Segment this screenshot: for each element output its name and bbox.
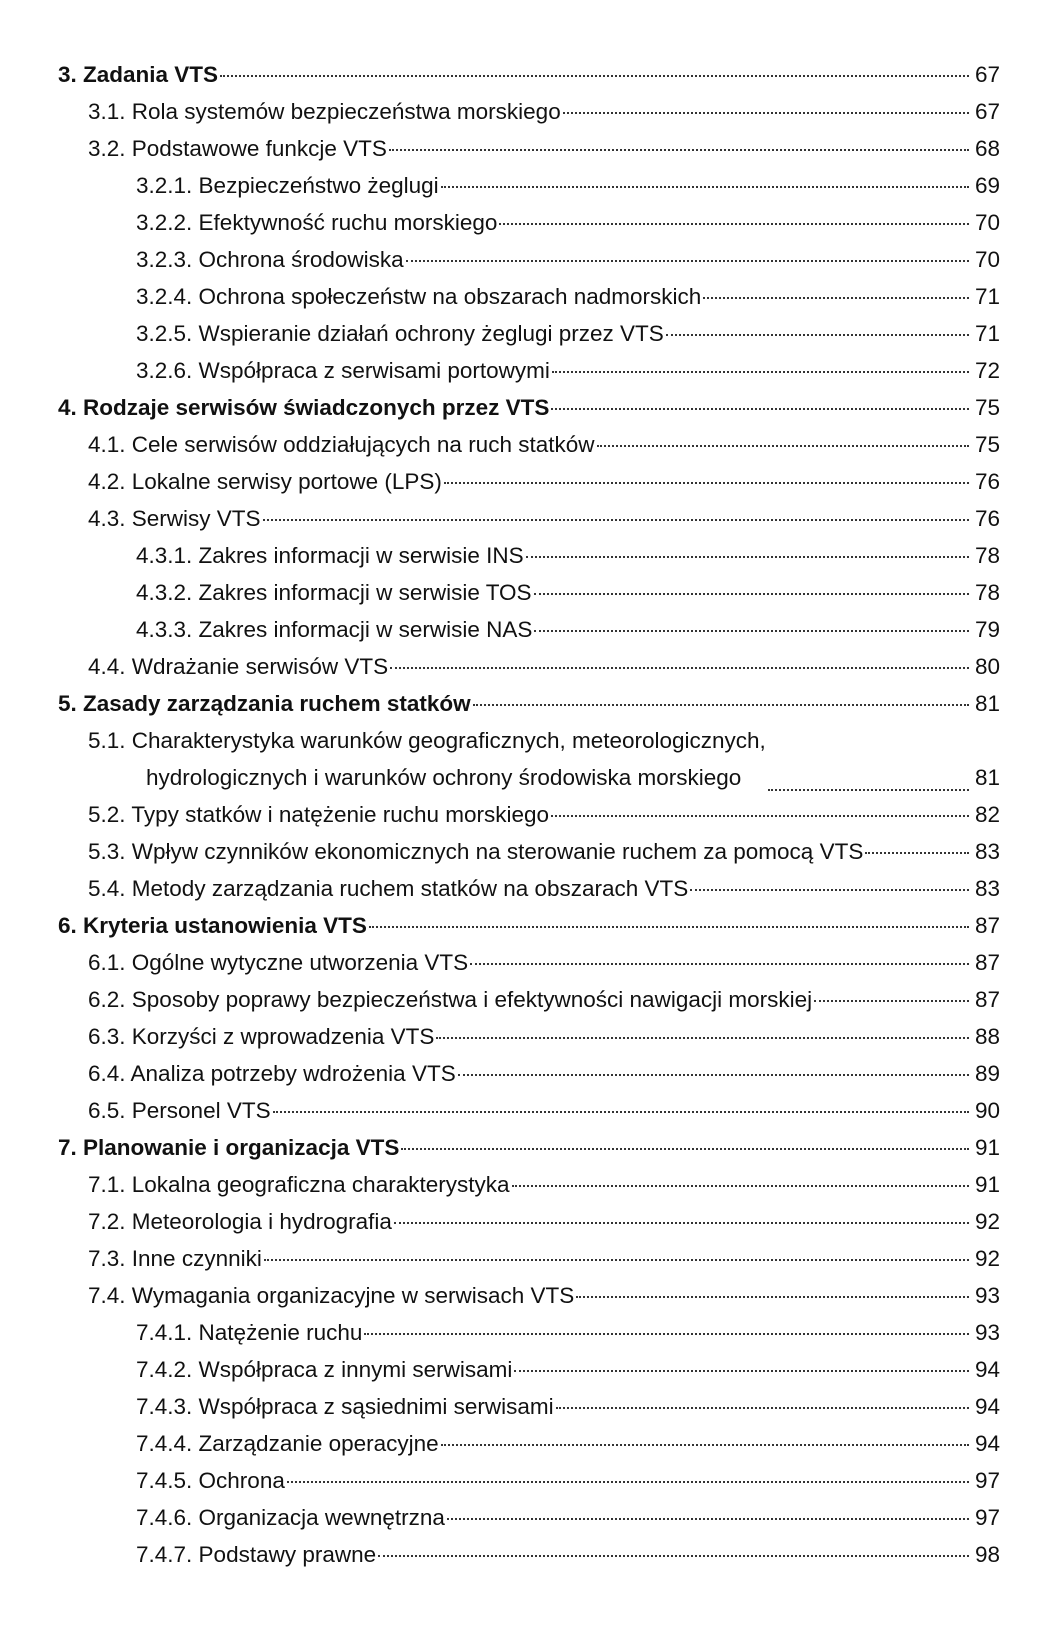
toc-entry-title: 7. Planowanie i organizacja VTS — [58, 1135, 400, 1160]
toc-page-number: 81 — [974, 765, 1000, 790]
toc-entry — [58, 944, 1000, 981]
toc-entry — [58, 685, 1000, 722]
toc-page-number: 68 — [974, 136, 1000, 161]
toc-entry-title: 7.1. Lokalna geograficzna charakterystyka — [88, 1172, 510, 1197]
toc-entry — [58, 907, 1000, 944]
toc-page-number: 81 — [974, 691, 1000, 716]
toc-page-number: 76 — [974, 506, 1000, 531]
toc-entry — [58, 648, 1000, 685]
toc-entry — [58, 1092, 1000, 1129]
toc-entry — [58, 1351, 1000, 1388]
toc-entry — [58, 1388, 1000, 1425]
toc-dot-leader — [526, 556, 969, 558]
toc-page-number: 72 — [974, 358, 1000, 383]
toc-dot-leader — [401, 1148, 969, 1150]
toc-entry-title-line-1: 5.1. Charakterystyka warunków geograficznych, meteorologicznych, — [88, 728, 766, 753]
toc-entry-title: 3.1. Rola systemów bezpieczeństwa morskiego — [88, 99, 561, 124]
toc-entry — [58, 1166, 1000, 1203]
toc-dot-leader — [690, 889, 969, 891]
toc-entry — [58, 1129, 1000, 1166]
toc-entry-title-line-2: hydrologicznych i warunków ochrony środowiska morskiego — [146, 765, 742, 790]
toc-page-number: 70 — [974, 210, 1000, 235]
toc-page-number: 83 — [974, 839, 1000, 864]
toc-dot-leader — [447, 1518, 969, 1520]
toc-dot-leader — [534, 630, 969, 632]
table-of-contents — [58, 56, 1000, 1573]
toc-dot-leader — [514, 1370, 969, 1372]
toc-page-number: 69 — [974, 173, 1000, 198]
toc-page-number: 76 — [974, 469, 1000, 494]
toc-page-number: 94 — [974, 1357, 1000, 1382]
toc-entry-title: 4.2. Lokalne serwisy portowe (LPS) — [88, 469, 442, 494]
toc-entry — [58, 241, 1000, 278]
toc-entry — [58, 389, 1000, 426]
toc-dot-leader — [552, 371, 969, 373]
toc-dot-leader — [394, 1222, 969, 1224]
toc-entry-title: 4.3. Serwisy VTS — [88, 506, 261, 531]
toc-entry — [58, 1499, 1000, 1536]
toc-page-number: 70 — [974, 247, 1000, 272]
toc-page-number: 78 — [974, 580, 1000, 605]
toc-page-number: 79 — [974, 617, 1000, 642]
toc-entry-title: 3.2.2. Efektywność ruchu morskiego — [136, 210, 498, 235]
toc-entry — [58, 1536, 1000, 1573]
toc-page-number: 87 — [974, 987, 1000, 1012]
toc-dot-leader — [551, 815, 969, 817]
toc-dot-leader — [390, 667, 969, 669]
toc-entry — [58, 500, 1000, 537]
toc-page-number: 75 — [974, 395, 1000, 420]
toc-page-number: 87 — [974, 950, 1000, 975]
toc-dot-leader — [458, 1074, 969, 1076]
toc-entry-title: 6.5. Personel VTS — [88, 1098, 271, 1123]
toc-dot-leader — [369, 926, 969, 928]
toc-entry — [58, 278, 1000, 315]
toc-entry — [58, 1018, 1000, 1055]
toc-entry-title: 4.3.1. Zakres informacji w serwisie INS — [136, 543, 524, 568]
toc-dot-leader — [364, 1333, 969, 1335]
toc-dot-leader — [499, 223, 969, 225]
toc-entry-title: 7.3. Inne czynniki — [88, 1246, 262, 1271]
toc-dot-leader — [551, 408, 969, 410]
toc-entry — [58, 537, 1000, 574]
toc-entry-title: 3. Zadania VTS — [58, 62, 219, 87]
toc-entry-title: 4. Rodzaje serwisów świadczonych przez VTS — [58, 395, 550, 420]
toc-dot-leader — [378, 1555, 969, 1557]
toc-page-number: 97 — [974, 1468, 1000, 1493]
toc-page-number: 91 — [974, 1172, 1000, 1197]
toc-entry — [58, 204, 1000, 241]
toc-page-number: 93 — [974, 1320, 1000, 1345]
toc-entry — [58, 611, 1000, 648]
toc-entry — [58, 1425, 1000, 1462]
toc-dot-leader — [406, 260, 969, 262]
toc-entry-title: 4.3.3. Zakres informacji w serwisie NAS — [136, 617, 533, 642]
toc-page-number: 90 — [974, 1098, 1000, 1123]
toc-entry-title: 7.4.2. Współpraca z innymi serwisami — [136, 1357, 513, 1382]
toc-page-number: 91 — [974, 1135, 1000, 1160]
toc-entry-title: 4.1. Cele serwisów oddziałujących na ruch statków — [88, 432, 595, 457]
toc-page-number: 98 — [974, 1542, 1000, 1567]
toc-entry — [58, 130, 1000, 167]
toc-entry-title: 3.2.5. Wspieranie działań ochrony żeglugi przez VTS — [136, 321, 664, 346]
toc-entry-title: 3.2.4. Ochrona społeczeństw na obszarach nadmorskich — [136, 284, 702, 309]
toc-entry — [58, 426, 1000, 463]
toc-page-number: 97 — [974, 1505, 1000, 1530]
toc-dot-leader — [444, 482, 969, 484]
toc-dot-leader — [534, 593, 969, 595]
toc-entry — [58, 463, 1000, 500]
toc-dot-leader — [473, 704, 969, 706]
toc-entry — [58, 1462, 1000, 1499]
toc-entry — [58, 1277, 1000, 1314]
toc-entry-title: 3.2.6. Współpraca z serwisami portowymi — [136, 358, 550, 383]
toc-dot-leader — [273, 1111, 969, 1113]
toc-dot-leader — [287, 1481, 969, 1483]
toc-entry-title: 6.3. Korzyści z wprowadzenia VTS — [88, 1024, 435, 1049]
toc-entry-title: 4.4. Wdrażanie serwisów VTS — [88, 654, 389, 679]
toc-entry-title: 5.4. Metody zarządzania ruchem statków na obszarach VTS — [88, 876, 689, 901]
toc-page-number: 92 — [974, 1246, 1000, 1271]
toc-entry-title: 7.4.5. Ochrona — [136, 1468, 285, 1493]
toc-page-number: 87 — [974, 913, 1000, 938]
toc-page-number: 71 — [974, 321, 1000, 346]
toc-page-number: 67 — [974, 99, 1000, 124]
toc-page-number: 78 — [974, 543, 1000, 568]
toc-page-number: 67 — [974, 62, 1000, 87]
toc-dot-leader — [666, 334, 969, 336]
toc-page-number: 88 — [974, 1024, 1000, 1049]
toc-entry — [58, 1240, 1000, 1277]
toc-page-number: 94 — [974, 1431, 1000, 1456]
toc-entry-title — [88, 722, 766, 796]
toc-entry-title: 5.3. Wpływ czynników ekonomicznych na sterowanie ruchem za pomocą VTS — [88, 839, 864, 864]
toc-dot-leader — [263, 519, 969, 521]
toc-entry-title: 7.4.3. Współpraca z sąsiednimi serwisami — [136, 1394, 554, 1419]
toc-dot-leader — [220, 75, 969, 77]
toc-dot-leader — [436, 1037, 969, 1039]
toc-entry-title: 6.2. Sposoby poprawy bezpieczeństwa i efektywności nawigacji morskiej — [88, 987, 813, 1012]
toc-entry-title: 3.2.1. Bezpieczeństwo żeglugi — [136, 173, 439, 198]
toc-entry — [58, 574, 1000, 611]
toc-entry — [58, 981, 1000, 1018]
toc-dot-leader — [512, 1185, 970, 1187]
toc-dot-leader — [597, 445, 970, 447]
toc-entry — [58, 93, 1000, 130]
toc-entry-title: 6.4. Analiza potrzeby wdrożenia VTS — [88, 1061, 456, 1086]
toc-entry — [58, 833, 1000, 870]
toc-entry-title: 6.1. Ogólne wytyczne utworzenia VTS — [88, 950, 469, 975]
toc-entry — [58, 796, 1000, 833]
toc-page-number: 71 — [974, 284, 1000, 309]
toc-entry — [58, 167, 1000, 204]
toc-dot-leader — [264, 1259, 969, 1261]
toc-dot-leader — [576, 1296, 969, 1298]
toc-entry-title: 3.2. Podstawowe funkcje VTS — [88, 136, 387, 161]
toc-entry-title: 7.4.7. Podstawy prawne — [136, 1542, 377, 1567]
toc-entry-title: 5.2. Typy statków i natężenie ruchu morskiego — [88, 802, 550, 827]
toc-entry-title: 7.2. Meteorologia i hydrografia — [88, 1209, 392, 1234]
toc-entry-title: 7.4.1. Natężenie ruchu — [136, 1320, 363, 1345]
toc-entry — [58, 1314, 1000, 1351]
toc-page-number: 93 — [974, 1283, 1000, 1308]
toc-dot-leader — [441, 186, 969, 188]
toc-page-number: 92 — [974, 1209, 1000, 1234]
toc-dot-leader — [768, 789, 969, 791]
toc-page-number: 83 — [974, 876, 1000, 901]
toc-dot-leader — [441, 1444, 969, 1446]
toc-page-number: 94 — [974, 1394, 1000, 1419]
toc-page-number: 80 — [974, 654, 1000, 679]
toc-entry — [58, 722, 1000, 796]
toc-entry — [58, 56, 1000, 93]
toc-dot-leader — [470, 963, 969, 965]
toc-dot-leader — [389, 149, 969, 151]
toc-entry-title: 6. Kryteria ustanowienia VTS — [58, 913, 367, 938]
toc-entry — [58, 870, 1000, 907]
toc-dot-leader — [563, 112, 969, 114]
toc-dot-leader — [556, 1407, 969, 1409]
toc-entry — [58, 315, 1000, 352]
toc-page-number: 89 — [974, 1061, 1000, 1086]
toc-entry — [58, 352, 1000, 389]
toc-entry-title: 5. Zasady zarządzania ruchem statków — [58, 691, 471, 716]
toc-page-number: 75 — [974, 432, 1000, 457]
toc-dot-leader — [703, 297, 969, 299]
toc-entry-title: 4.3.2. Zakres informacji w serwisie TOS — [136, 580, 532, 605]
toc-entry — [58, 1055, 1000, 1092]
toc-entry-title: 3.2.3. Ochrona środowiska — [136, 247, 404, 272]
toc-page-number: 82 — [974, 802, 1000, 827]
toc-entry-title: 7.4.4. Zarządzanie operacyjne — [136, 1431, 439, 1456]
toc-entry — [58, 1203, 1000, 1240]
toc-entry-title: 7.4. Wymagania organizacyjne w serwisach VTS — [88, 1283, 575, 1308]
toc-dot-leader — [814, 1000, 969, 1002]
toc-dot-leader — [865, 852, 969, 854]
toc-entry-title: 7.4.6. Organizacja wewnętrzna — [136, 1505, 445, 1530]
